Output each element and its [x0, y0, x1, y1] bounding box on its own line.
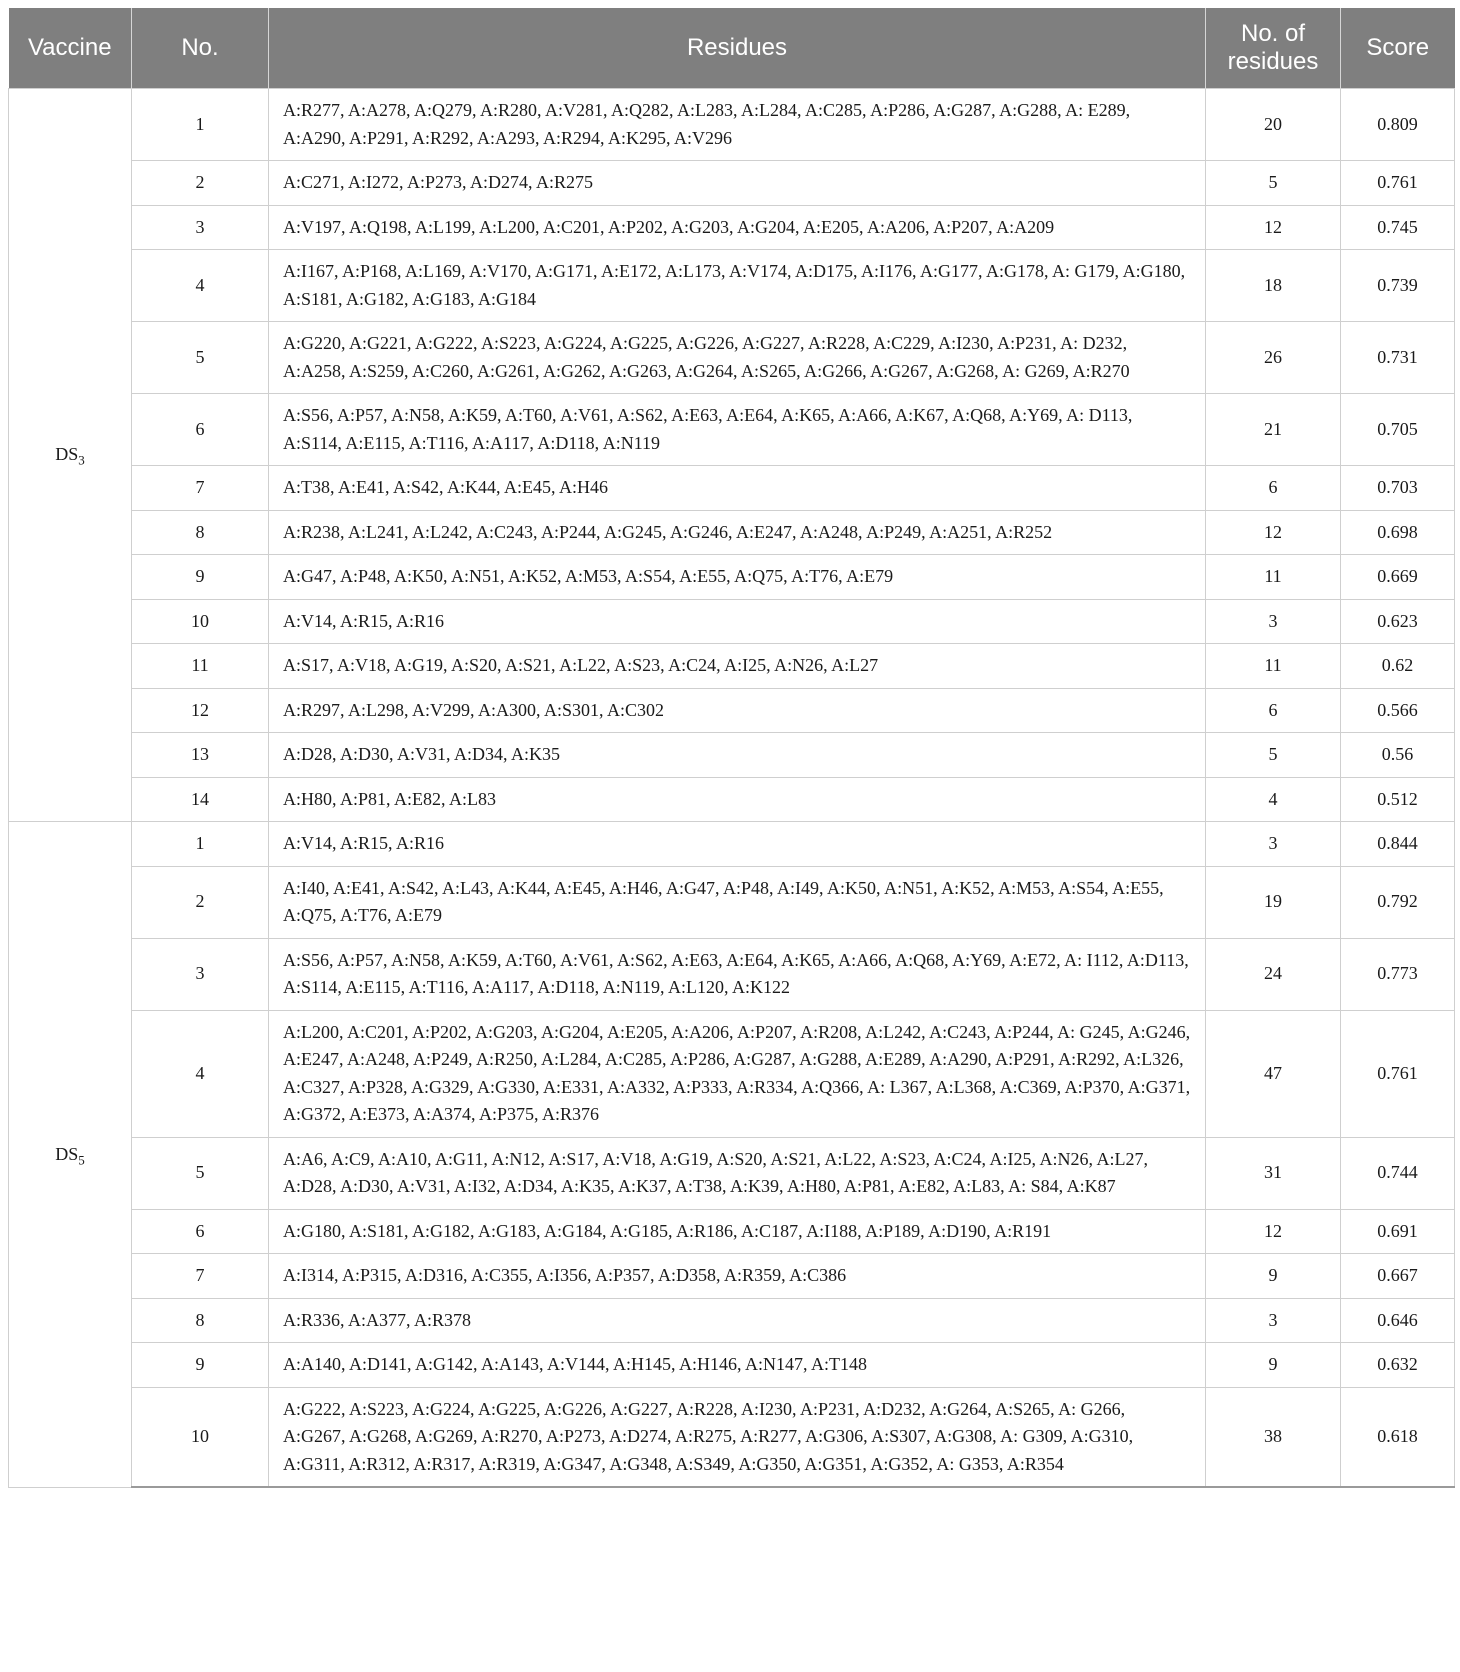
- table-row: [9, 161, 1455, 206]
- residues-cell: A:A140, A:D141, A:G142, A:A143, A:V144, A:H145, A:H146, A:N147, A:T148: [269, 1343, 1206, 1388]
- table-row: [9, 777, 1455, 822]
- residues-cell: A:D28, A:D30, A:V31, A:D34, A:K35: [269, 733, 1206, 778]
- score-cell: 0.792: [1341, 866, 1455, 938]
- residues-cell: A:S17, A:V18, A:G19, A:S20, A:S21, A:L22, A:S23, A:C24, A:I25, A:N26, A:L27: [269, 644, 1206, 689]
- residue-count-cell: 31: [1206, 1137, 1341, 1209]
- score-cell: 0.56: [1341, 733, 1455, 778]
- row-number-cell: 10: [132, 1387, 269, 1487]
- vaccine-cell: [9, 822, 132, 1488]
- row-number-cell: 5: [132, 322, 269, 394]
- residue-count-cell: 20: [1206, 89, 1341, 161]
- residues-cell: A:I167, A:P168, A:L169, A:V170, A:G171, A:E172, A:L173, A:V174, A:D175, A:I176, A:G177, A:G178, A: G179, A:G180, A:S181, A:G182, A:G183, A:G184: [269, 250, 1206, 322]
- score-cell: 0.623: [1341, 599, 1455, 644]
- residues-cell: A:R336, A:A377, A:R378: [269, 1298, 1206, 1343]
- score-cell: 0.739: [1341, 250, 1455, 322]
- table-row: [9, 1010, 1455, 1137]
- residue-count-cell: 5: [1206, 733, 1341, 778]
- residues-cell: A:G220, A:G221, A:G222, A:S223, A:G224, A:G225, A:G226, A:G227, A:R228, A:C229, A:I230, A:P231, A: D232, A:A258, A:S259, A:C260, A:G261, A:G262, A:G263, A:G264, A:S265, A:G266, A:G267, A:G268, A: G269, A:R270: [269, 322, 1206, 394]
- header-residues: Residues: [269, 8, 1206, 89]
- row-number-cell: 3: [132, 938, 269, 1010]
- header-vaccine: Vaccine: [9, 8, 132, 89]
- table-row: [9, 938, 1455, 1010]
- residue-count-cell: 11: [1206, 644, 1341, 689]
- row-number-cell: 8: [132, 510, 269, 555]
- residues-cell: A:I40, A:E41, A:S42, A:L43, A:K44, A:E45, A:H46, A:G47, A:P48, A:I49, A:K50, A:N51, A:K52, A:M53, A:S54, A:E55, A:Q75, A:T76, A:E79: [269, 866, 1206, 938]
- row-number-cell: 7: [132, 1254, 269, 1299]
- table-row: [9, 1137, 1455, 1209]
- residue-count-cell: 21: [1206, 394, 1341, 466]
- residues-cell: A:V14, A:R15, A:R16: [269, 822, 1206, 867]
- score-cell: 0.744: [1341, 1137, 1455, 1209]
- residue-count-cell: 12: [1206, 205, 1341, 250]
- row-number-cell: 11: [132, 644, 269, 689]
- row-number-cell: 2: [132, 161, 269, 206]
- row-number-cell: 13: [132, 733, 269, 778]
- residue-count-cell: 12: [1206, 510, 1341, 555]
- row-number-cell: 1: [132, 822, 269, 867]
- residue-count-cell: 9: [1206, 1343, 1341, 1388]
- residues-cell: A:A6, A:C9, A:A10, A:G11, A:N12, A:S17, A:V18, A:G19, A:S20, A:S21, A:L22, A:S23, A:C24, A:I25, A:N26, A:L27, A:D28, A:D30, A:V31, A:I32, A:D34, A:K35, A:K37, A:T38, A:K39, A:H80, A:P81, A:E82, A:L83, A: S84, A:K87: [269, 1137, 1206, 1209]
- residue-count-cell: 19: [1206, 866, 1341, 938]
- residue-count-cell: 38: [1206, 1387, 1341, 1487]
- score-cell: 0.773: [1341, 938, 1455, 1010]
- table-row: [9, 644, 1455, 689]
- row-number-cell: 12: [132, 688, 269, 733]
- table-row: [9, 822, 1455, 867]
- score-cell: 0.761: [1341, 161, 1455, 206]
- residues-cell: A:G222, A:S223, A:G224, A:G225, A:G226, A:G227, A:R228, A:I230, A:P231, A:D232, A:G264, A:S265, A: G266, A:G267, A:G268, A:G269, A:R270, A:P273, A:D274, A:R275, A:R277, A:G306, A:S307, A:G308, A: G309, A:G310, A:G311, A:R312, A:R317, A:R319, A:G347, A:G348, A:S349, A:G350, A:G351, A:G352, A: G353, A:R354: [269, 1387, 1206, 1487]
- score-cell: 0.705: [1341, 394, 1455, 466]
- row-number-cell: 3: [132, 205, 269, 250]
- table-row: [9, 688, 1455, 733]
- row-number-cell: 7: [132, 466, 269, 511]
- score-cell: 0.512: [1341, 777, 1455, 822]
- residue-count-cell: 24: [1206, 938, 1341, 1010]
- row-number-cell: 1: [132, 89, 269, 161]
- row-number-cell: 9: [132, 555, 269, 600]
- score-cell: 0.731: [1341, 322, 1455, 394]
- score-cell: 0.844: [1341, 822, 1455, 867]
- row-number-cell: 4: [132, 250, 269, 322]
- table-row: [9, 1254, 1455, 1299]
- residue-count-cell: 11: [1206, 555, 1341, 600]
- residues-cell: A:I314, A:P315, A:D316, A:C355, A:I356, A:P357, A:D358, A:R359, A:C386: [269, 1254, 1206, 1299]
- row-number-cell: 2: [132, 866, 269, 938]
- table-row: [9, 1298, 1455, 1343]
- residues-cell: A:V14, A:R15, A:R16: [269, 599, 1206, 644]
- table-row: [9, 205, 1455, 250]
- table-row: [9, 89, 1455, 161]
- residues-cell: A:R277, A:A278, A:Q279, A:R280, A:V281, A:Q282, A:L283, A:L284, A:C285, A:P286, A:G287, A:G288, A: E289, A:A290, A:P291, A:R292, A:A293, A:R294, A:K295, A:V296: [269, 89, 1206, 161]
- residue-count-cell: 47: [1206, 1010, 1341, 1137]
- residues-cell: A:T38, A:E41, A:S42, A:K44, A:E45, A:H46: [269, 466, 1206, 511]
- vaccine-subscript: 3: [78, 452, 85, 468]
- header-no-of-residues: No. of residues: [1206, 8, 1341, 89]
- residue-count-cell: 26: [1206, 322, 1341, 394]
- residues-cell: A:V197, A:Q198, A:L199, A:L200, A:C201, A:P202, A:G203, A:G204, A:E205, A:A206, A:P207, A:A209: [269, 205, 1206, 250]
- score-cell: 0.691: [1341, 1209, 1455, 1254]
- score-cell: 0.761: [1341, 1010, 1455, 1137]
- score-cell: 0.809: [1341, 89, 1455, 161]
- vaccine-name: DS: [55, 1143, 79, 1164]
- residues-table: [8, 8, 1455, 1488]
- row-number-cell: 10: [132, 599, 269, 644]
- table-row: [9, 322, 1455, 394]
- row-number-cell: 6: [132, 1209, 269, 1254]
- residues-cell: A:L200, A:C201, A:P202, A:G203, A:G204, A:E205, A:A206, A:P207, A:R208, A:L242, A:C243, A:P244, A: G245, A:G246, A:E247, A:A248, A:P249, A:R250, A:L284, A:C285, A:P286, A:G287, A:G288, A:E289, A:A290, A:P291, A:R292, A:L326, A:C327, A:P328, A:G329, A:G330, A:E331, A:A332, A:P333, A:R334, A:Q366, A: L367, A:L368, A:C369, A:P370, A:G371, A:G372, A:E373, A:A374, A:P375, A:R376: [269, 1010, 1206, 1137]
- residue-count-cell: 4: [1206, 777, 1341, 822]
- row-number-cell: 4: [132, 1010, 269, 1137]
- score-cell: 0.62: [1341, 644, 1455, 689]
- residues-cell: A:C271, A:I272, A:P273, A:D274, A:R275: [269, 161, 1206, 206]
- table-row: [9, 466, 1455, 511]
- residue-count-cell: 3: [1206, 1298, 1341, 1343]
- residue-count-cell: 5: [1206, 161, 1341, 206]
- vaccine-name: DS: [55, 444, 79, 465]
- row-number-cell: 5: [132, 1137, 269, 1209]
- table-row: [9, 1387, 1455, 1487]
- table-row: [9, 1343, 1455, 1388]
- score-cell: 0.632: [1341, 1343, 1455, 1388]
- row-number-cell: 9: [132, 1343, 269, 1388]
- residues-cell: A:G47, A:P48, A:K50, A:N51, A:K52, A:M53, A:S54, A:E55, A:Q75, A:T76, A:E79: [269, 555, 1206, 600]
- table-row: [9, 733, 1455, 778]
- row-number-cell: 8: [132, 1298, 269, 1343]
- score-cell: 0.566: [1341, 688, 1455, 733]
- score-cell: 0.667: [1341, 1254, 1455, 1299]
- residues-cell: A:R238, A:L241, A:L242, A:C243, A:P244, A:G245, A:G246, A:E247, A:A248, A:P249, A:A251, A:R252: [269, 510, 1206, 555]
- residues-cell: A:S56, A:P57, A:N58, A:K59, A:T60, A:V61, A:S62, A:E63, A:E64, A:K65, A:A66, A:K67, A:Q68, A:Y69, A: D113, A:S114, A:E115, A:T116, A:A117, A:D118, A:N119: [269, 394, 1206, 466]
- table-row: [9, 510, 1455, 555]
- table-body: [9, 89, 1455, 1488]
- score-cell: 0.669: [1341, 555, 1455, 600]
- header-no: No.: [132, 8, 269, 89]
- score-cell: 0.698: [1341, 510, 1455, 555]
- table-row: [9, 250, 1455, 322]
- vaccine-cell: [9, 89, 132, 822]
- score-cell: 0.646: [1341, 1298, 1455, 1343]
- residue-count-cell: 6: [1206, 688, 1341, 733]
- residue-count-cell: 3: [1206, 599, 1341, 644]
- header-row: [9, 8, 1455, 89]
- residues-cell: A:S56, A:P57, A:N58, A:K59, A:T60, A:V61, A:S62, A:E63, A:E64, A:K65, A:A66, A:Q68, A:Y69, A:E72, A: I112, A:D113, A:S114, A:E115, A:T116, A:A117, A:D118, A:N119, A:L120, A:K122: [269, 938, 1206, 1010]
- residue-count-cell: 3: [1206, 822, 1341, 867]
- score-cell: 0.703: [1341, 466, 1455, 511]
- table-row: [9, 866, 1455, 938]
- residues-cell: A:G180, A:S181, A:G182, A:G183, A:G184, A:G185, A:R186, A:C187, A:I188, A:P189, A:D190, A:R191: [269, 1209, 1206, 1254]
- table-row: [9, 599, 1455, 644]
- header-score: Score: [1341, 8, 1455, 89]
- vaccine-subscript: 5: [78, 1152, 85, 1168]
- residue-count-cell: 12: [1206, 1209, 1341, 1254]
- row-number-cell: 6: [132, 394, 269, 466]
- residue-count-cell: 9: [1206, 1254, 1341, 1299]
- row-number-cell: 14: [132, 777, 269, 822]
- score-cell: 0.618: [1341, 1387, 1455, 1487]
- table-row: [9, 1209, 1455, 1254]
- residue-count-cell: 6: [1206, 466, 1341, 511]
- score-cell: 0.745: [1341, 205, 1455, 250]
- table-row: [9, 555, 1455, 600]
- residues-cell: A:R297, A:L298, A:V299, A:A300, A:S301, A:C302: [269, 688, 1206, 733]
- residue-count-cell: 18: [1206, 250, 1341, 322]
- residues-cell: A:H80, A:P81, A:E82, A:L83: [269, 777, 1206, 822]
- table-row: [9, 394, 1455, 466]
